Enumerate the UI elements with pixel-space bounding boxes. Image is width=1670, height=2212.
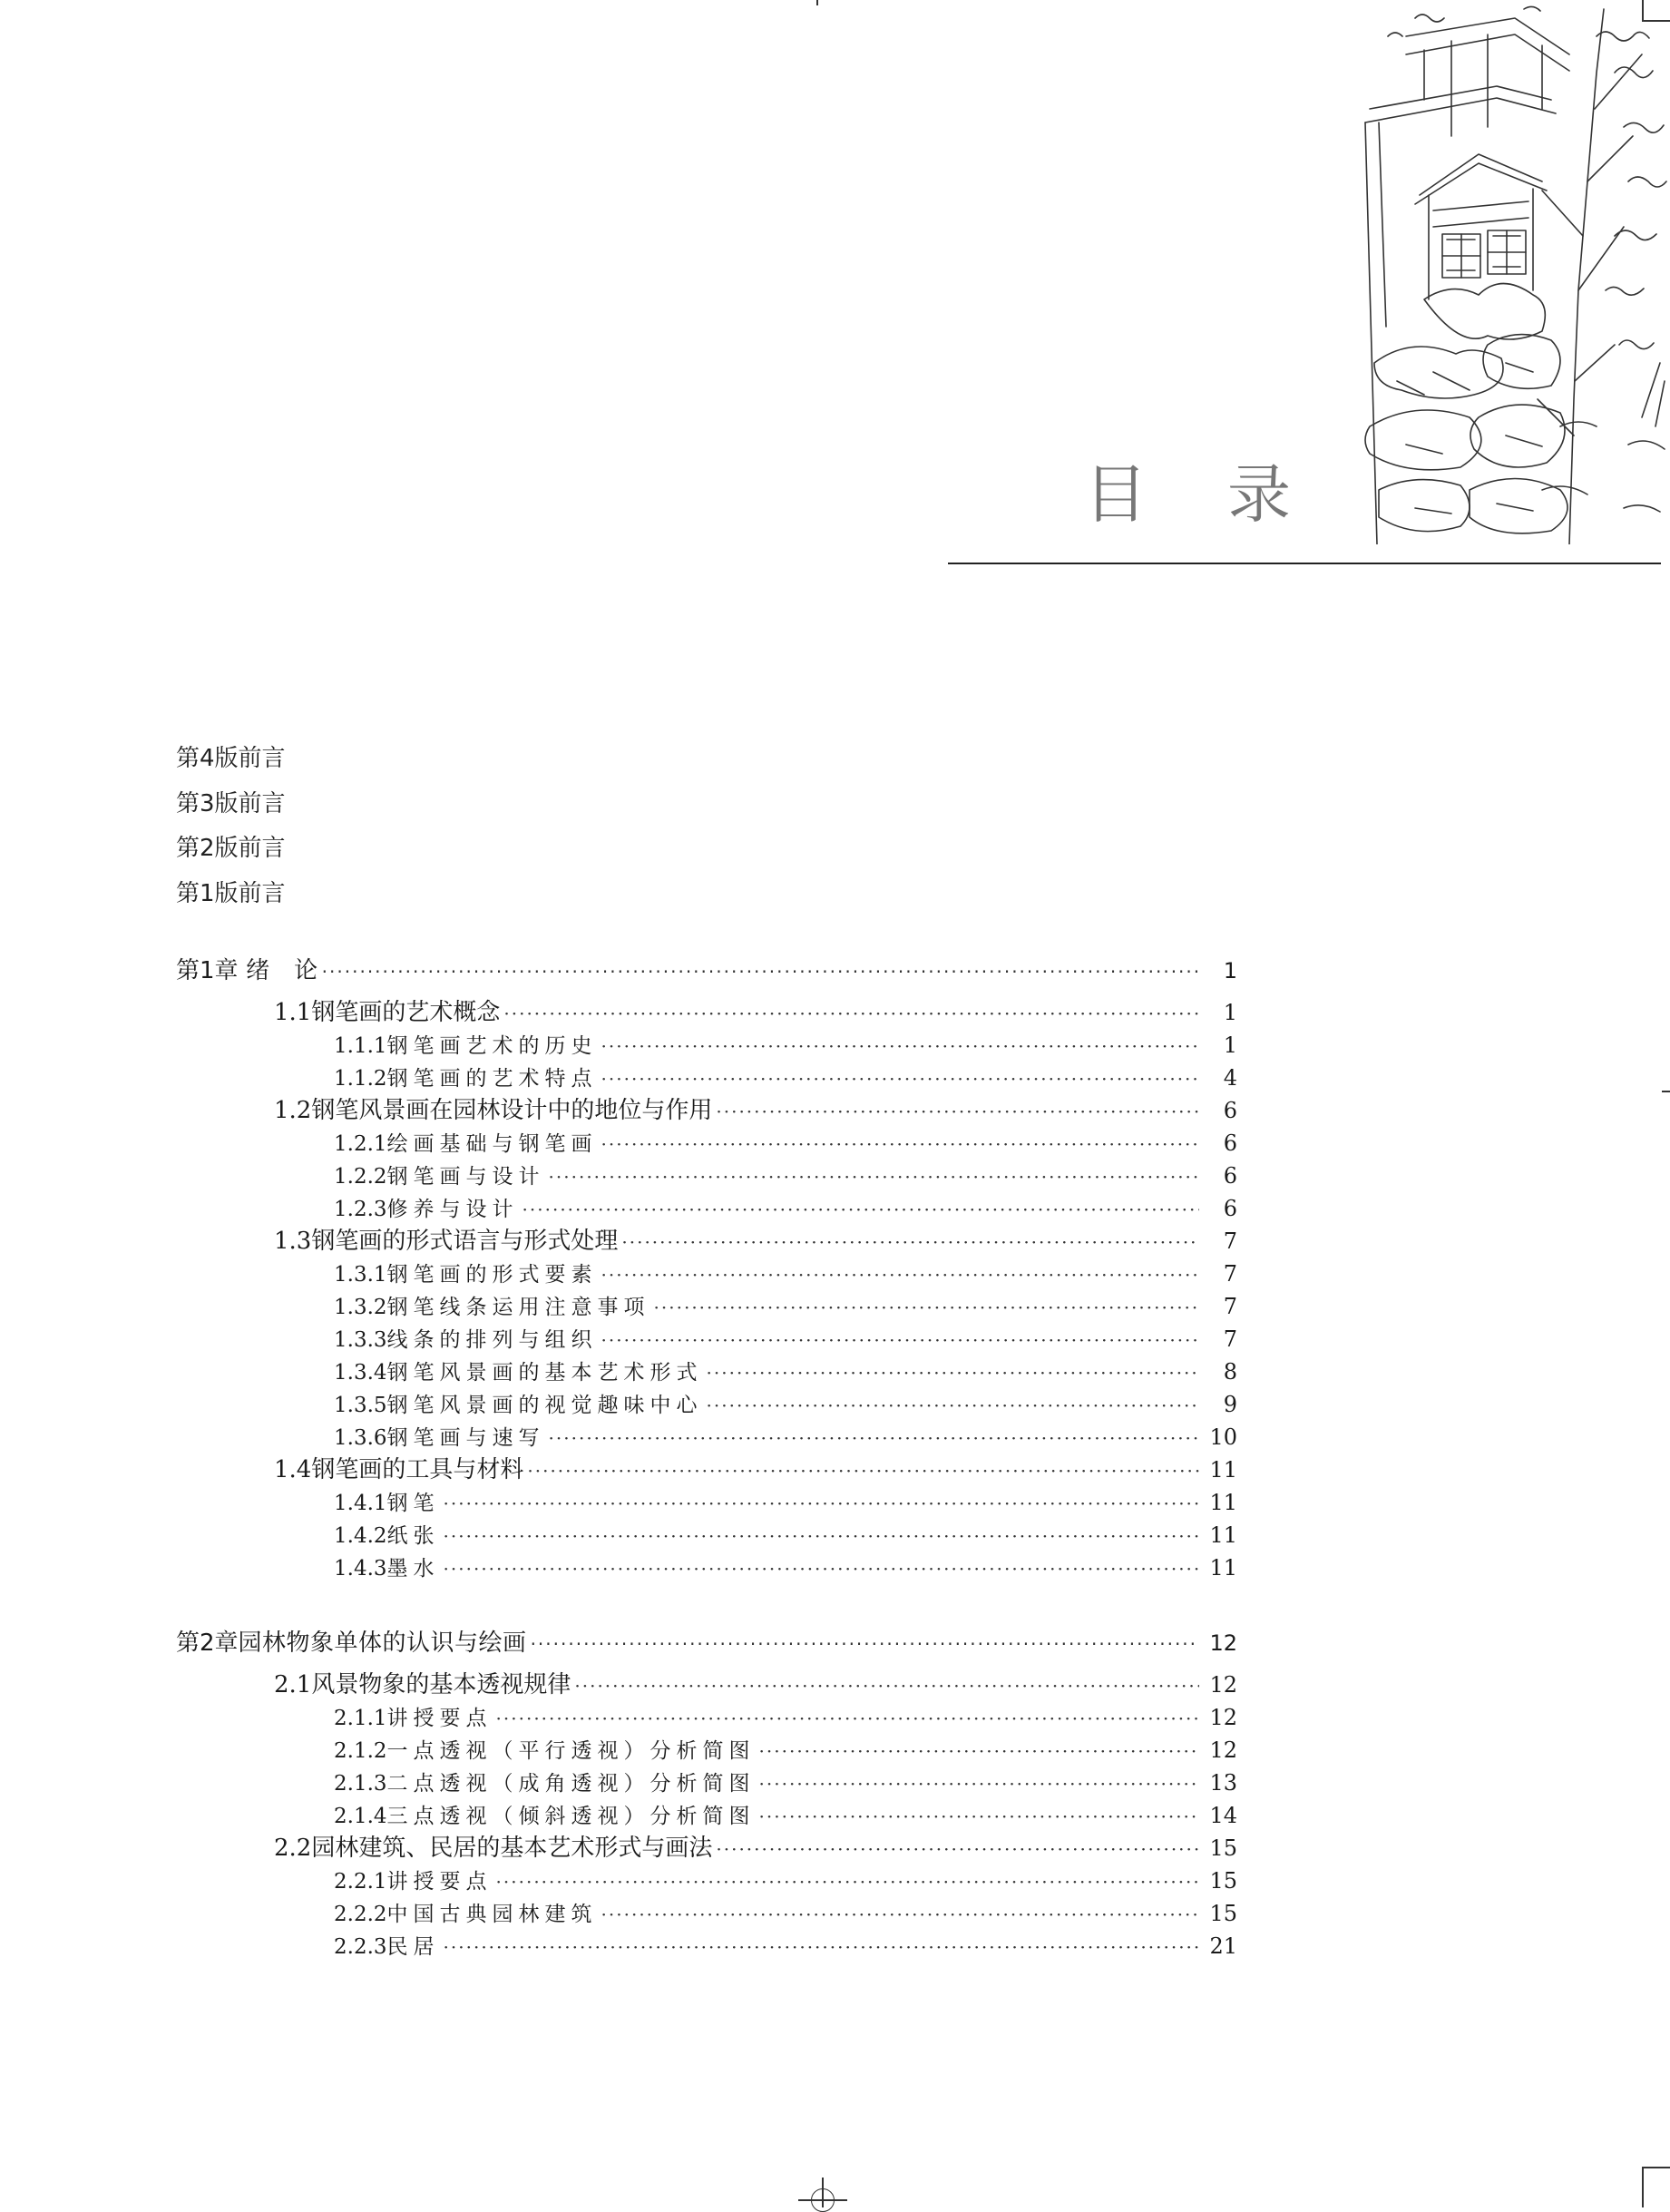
toc-number: 1.4.1 xyxy=(334,1492,387,1515)
toc-title: 一点透视（平行透视）分析简图 xyxy=(386,1739,756,1763)
toc-section[interactable] xyxy=(176,996,1237,1029)
toc-title: 钢笔画的形式语言与形式处理 xyxy=(311,1228,619,1255)
toc-title: 钢笔画的形式要素 xyxy=(386,1263,598,1287)
preface-list xyxy=(176,737,286,917)
dot-leader xyxy=(549,1160,1199,1193)
toc-page: 1 xyxy=(1223,1033,1237,1058)
toc-page: 15 xyxy=(1209,1835,1237,1861)
dot-leader xyxy=(527,1454,1199,1487)
toc-page: 14 xyxy=(1209,1803,1237,1828)
toc-page: 9 xyxy=(1223,1392,1237,1417)
toc-title: 钢笔画艺术的历史 xyxy=(386,1034,598,1058)
crop-mark xyxy=(1642,2167,1670,2168)
toc-subsection[interactable] xyxy=(176,1734,1237,1767)
toc-number: 1.2.1 xyxy=(334,1132,387,1156)
toc-number: 1.2.2 xyxy=(334,1165,387,1189)
dot-leader xyxy=(707,1389,1199,1422)
toc-number: 2.1.2 xyxy=(334,1739,387,1763)
toc-page: 8 xyxy=(1223,1359,1237,1385)
toc-subsection[interactable] xyxy=(176,1062,1237,1094)
toc-number: 1.2 xyxy=(274,1097,312,1124)
toc-number: 2.2 xyxy=(274,1835,312,1862)
toc-subsection[interactable] xyxy=(176,1865,1237,1897)
toc-section[interactable] xyxy=(176,1453,1237,1486)
toc-page: 6 xyxy=(1223,1163,1237,1189)
dot-leader xyxy=(707,1356,1199,1389)
preface-link[interactable]: 第4版前言 xyxy=(176,745,286,772)
dot-leader xyxy=(621,1226,1199,1258)
toc-page: 11 xyxy=(1209,1490,1237,1515)
toc-subsection[interactable] xyxy=(176,1799,1237,1832)
preface-link[interactable]: 第2版前言 xyxy=(176,835,286,863)
toc-subsection[interactable] xyxy=(176,1421,1237,1453)
preface-link[interactable]: 第1版前言 xyxy=(176,880,286,908)
toc-title: 线条的排列与组织 xyxy=(386,1328,598,1352)
toc-subsection[interactable] xyxy=(176,1029,1237,1062)
chapter-heading[interactable] xyxy=(176,951,1237,991)
toc-title: 中国古典园林建筑 xyxy=(386,1903,598,1926)
dot-leader xyxy=(759,1767,1199,1800)
toc-subsection[interactable] xyxy=(176,1897,1237,1930)
toc-number: 1.2.3 xyxy=(334,1198,387,1221)
dot-leader xyxy=(496,1702,1199,1735)
toc-number: 2.2.3 xyxy=(334,1935,387,1959)
toc-title: 钢笔画的工具与材料 xyxy=(311,1456,524,1483)
preface-link[interactable]: 第3版前言 xyxy=(176,789,286,817)
toc-subsection[interactable] xyxy=(176,1160,1237,1192)
toc-title: 讲授要点 xyxy=(386,1707,493,1730)
toc-title: 绪 论 xyxy=(246,957,318,984)
toc-subsection[interactable] xyxy=(176,1519,1237,1551)
dot-leader xyxy=(444,1931,1199,1963)
crop-mark xyxy=(1662,1091,1670,1092)
toc-subsection[interactable] xyxy=(176,1258,1237,1290)
chapter-1-block xyxy=(176,951,1237,1584)
toc-title: 园林物象单体的认识与绘画 xyxy=(238,1630,527,1657)
toc-subsection[interactable] xyxy=(176,1767,1237,1799)
dot-leader xyxy=(496,1865,1199,1898)
chapter-2-block xyxy=(176,1623,1237,1962)
chapter-heading[interactable] xyxy=(176,1623,1237,1663)
toc-number: 2.1.3 xyxy=(334,1772,387,1796)
toc-page: 12 xyxy=(1209,1672,1237,1698)
toc-number: 2.1 xyxy=(274,1671,312,1698)
toc-title: 钢笔 xyxy=(386,1492,440,1515)
toc-page: 11 xyxy=(1209,1522,1237,1548)
toc-title: 墨水 xyxy=(386,1557,440,1581)
toc-title: 民居 xyxy=(386,1935,440,1959)
toc-title: 绘画基础与钢笔画 xyxy=(386,1132,598,1156)
dot-leader xyxy=(574,1669,1199,1702)
toc-number: 1.3.6 xyxy=(334,1426,387,1450)
toc-subsection[interactable] xyxy=(176,1192,1237,1225)
dot-leader xyxy=(322,952,1199,992)
dot-leader xyxy=(759,1800,1199,1833)
toc-title: 钢笔线条运用注意事项 xyxy=(386,1296,650,1319)
toc-number: 第1章 xyxy=(176,957,239,984)
toc-title: 钢笔画的艺术概念 xyxy=(311,999,501,1026)
toc-subsection[interactable] xyxy=(176,1388,1237,1421)
toc-page: 15 xyxy=(1209,1901,1237,1926)
toc-subsection[interactable] xyxy=(176,1127,1237,1160)
toc-number: 1.4 xyxy=(274,1456,312,1483)
toc-number: 1.3.5 xyxy=(334,1394,387,1417)
toc-title: 钢笔画与速写 xyxy=(386,1426,545,1450)
toc-page: 1 xyxy=(1223,958,1237,984)
dot-leader xyxy=(503,997,1199,1030)
toc-section[interactable] xyxy=(176,1832,1237,1865)
toc-page: 6 xyxy=(1223,1130,1237,1156)
dot-leader xyxy=(444,1520,1199,1552)
dot-leader xyxy=(601,1128,1199,1160)
toc-subsection[interactable] xyxy=(176,1323,1237,1356)
toc-title: 钢笔画与设计 xyxy=(386,1165,545,1189)
toc-page: 7 xyxy=(1223,1261,1237,1287)
dot-leader xyxy=(601,1324,1199,1356)
toc-page: 7 xyxy=(1223,1326,1237,1352)
toc-page: 6 xyxy=(1223,1196,1237,1221)
toc-section[interactable] xyxy=(176,1669,1237,1701)
toc-page: 12 xyxy=(1209,1630,1237,1656)
dot-leader xyxy=(549,1422,1199,1454)
toc-page: 4 xyxy=(1223,1065,1237,1091)
toc-page: 12 xyxy=(1209,1705,1237,1730)
toc-page: 7 xyxy=(1223,1228,1237,1254)
dot-leader xyxy=(759,1735,1199,1767)
dot-leader xyxy=(531,1624,1199,1664)
toc-subsection[interactable] xyxy=(176,1701,1237,1734)
toc-number: 1.3.3 xyxy=(334,1328,387,1352)
dot-leader xyxy=(444,1552,1199,1585)
toc-number: 1.3.1 xyxy=(334,1263,387,1287)
dot-leader xyxy=(716,1833,1199,1865)
crop-mark xyxy=(816,0,818,5)
toc-number: 1.3.2 xyxy=(334,1296,387,1319)
toc-number: 1.4.2 xyxy=(334,1524,387,1548)
toc-page: 10 xyxy=(1209,1424,1237,1450)
toc-page: 11 xyxy=(1209,1555,1237,1581)
crop-mark xyxy=(822,2178,824,2207)
toc-section[interactable] xyxy=(176,1094,1237,1127)
crop-mark xyxy=(798,2199,847,2201)
toc-subsection[interactable] xyxy=(176,1551,1237,1584)
toc-title: 园林建筑、民居的基本艺术形式与画法 xyxy=(311,1835,713,1862)
toc-number: 2.1.4 xyxy=(334,1805,387,1828)
toc-title: 纸张 xyxy=(386,1524,440,1548)
toc-title: 钢笔风景画在园林设计中的地位与作用 xyxy=(311,1097,713,1124)
toc-title: 三点透视（倾斜透视）分析简图 xyxy=(386,1805,756,1828)
toc-page: 1 xyxy=(1223,1000,1237,1025)
toc-number: 1.3 xyxy=(274,1228,312,1255)
toc-number: 第2章 xyxy=(176,1630,239,1657)
toc-title: 二点透视（成角透视）分析简图 xyxy=(386,1772,756,1796)
toc-section[interactable] xyxy=(176,1225,1237,1258)
toc-page: 12 xyxy=(1209,1737,1237,1763)
dot-leader xyxy=(601,1030,1199,1062)
toc-title: 钢笔画的艺术特点 xyxy=(386,1067,598,1091)
toc-title: 修养与设计 xyxy=(386,1198,519,1221)
toc-page: 7 xyxy=(1223,1294,1237,1319)
toc-page: 13 xyxy=(1209,1770,1237,1796)
toc-number: 1.1.2 xyxy=(334,1067,387,1091)
dot-leader xyxy=(716,1095,1199,1128)
toc-number: 1.4.3 xyxy=(334,1557,387,1581)
toc-title: 钢笔风景画的基本艺术形式 xyxy=(386,1361,703,1385)
toc-number: 2.2.1 xyxy=(334,1870,387,1894)
toc-number: 1.1 xyxy=(274,999,312,1026)
toc-number: 1.3.4 xyxy=(334,1361,387,1385)
toc-title: 钢笔风景画的视觉趣味中心 xyxy=(386,1394,703,1417)
page-title: 目录 xyxy=(1084,457,1371,532)
toc-page: 15 xyxy=(1209,1868,1237,1894)
toc-subsection[interactable] xyxy=(176,1290,1237,1323)
toc-title: 风景物象的基本透视规律 xyxy=(311,1671,571,1698)
crop-mark xyxy=(1642,2167,1644,2207)
toc-number: 1.1.1 xyxy=(334,1034,387,1058)
toc-page: 6 xyxy=(1223,1098,1237,1123)
toc-title: 讲授要点 xyxy=(386,1870,493,1894)
toc-subsection[interactable] xyxy=(176,1930,1237,1962)
toc-page: 21 xyxy=(1209,1933,1237,1959)
title-rule xyxy=(948,563,1661,564)
dot-leader xyxy=(601,1062,1199,1095)
dot-leader xyxy=(654,1291,1199,1324)
toc-number: 2.1.1 xyxy=(334,1707,387,1730)
dot-leader xyxy=(601,1898,1199,1931)
dot-leader xyxy=(444,1487,1199,1520)
dot-leader xyxy=(522,1193,1199,1226)
dot-leader xyxy=(601,1258,1199,1291)
toc-number: 2.2.2 xyxy=(334,1903,387,1926)
toc-subsection[interactable] xyxy=(176,1486,1237,1519)
toc-subsection[interactable] xyxy=(176,1356,1237,1388)
toc-page: 11 xyxy=(1209,1457,1237,1483)
